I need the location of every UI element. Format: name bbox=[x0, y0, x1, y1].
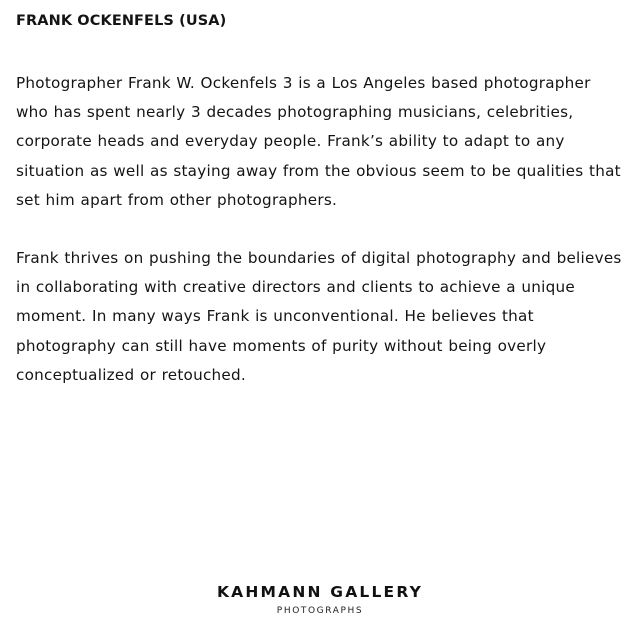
logo-name: KAHMANN GALLERY bbox=[216, 583, 424, 601]
article bbox=[16, 10, 628, 390]
bio-paragraph-1: Photographer Frank W. Ockenfels 3 is a Los Angeles based photographer who has spent nearly 3 decades photographing musicians, celebrities, corporate heads and everyday people. Frank’s ability to adapt to any situation as well as staying away from the obvious seem to be qualities that set him apart from other photographers. bbox=[16, 74, 621, 209]
gallery-logo bbox=[0, 582, 640, 617]
logo-tagline: PHOTOGRAPHS bbox=[276, 606, 364, 616]
page-title: FRANK OCKENFELS (USA) bbox=[16, 13, 227, 29]
bio-paragraph-2: Frank thrives on pushing the boundaries of digital photography and believes in collaborating with creative directors and clients to achieve a unique moment. In many ways Frank is unconventional. He believes that photography can still have moments of purity without being overly conceptualized or retouched. bbox=[16, 249, 622, 384]
